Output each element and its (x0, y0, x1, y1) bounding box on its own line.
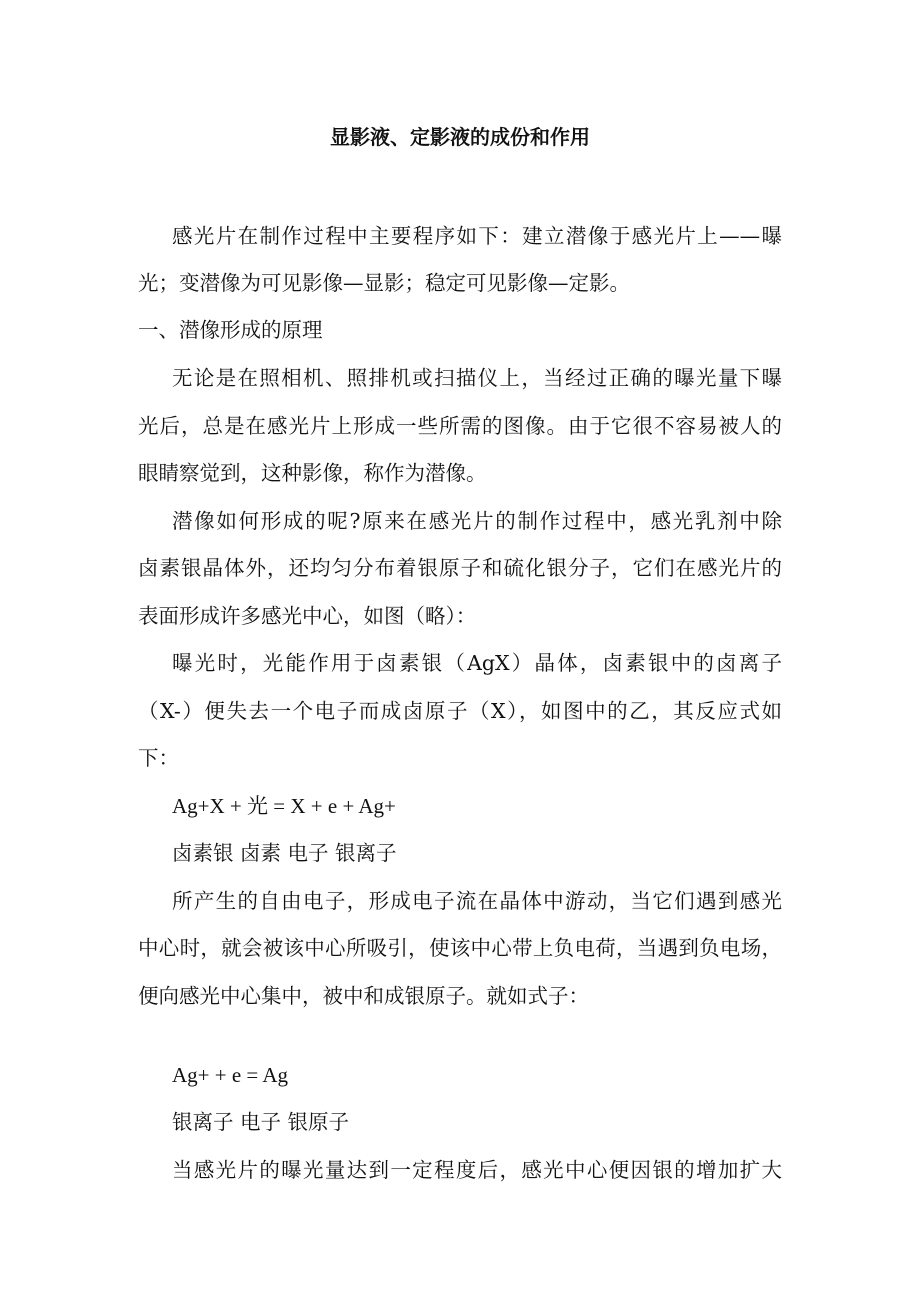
reaction-equation: Ag+ + e = Ag (172, 1063, 289, 1087)
paragraph-line: 便向感光中心集中，被中和成银原子。就如式子： (138, 984, 589, 1008)
paragraph-line: 卤素银晶体外，还均匀分布着银原子和硫化银分子，它们在感光片的 (138, 556, 782, 580)
reaction-equation: Ag+X + 光 = X + e + Ag+ (172, 794, 396, 818)
paragraph-line: 无论是在照相机、照排机或扫描仪上，当经过正确的曝光量下曝 (172, 366, 782, 390)
section-heading: 一、潜像形成的原理 (138, 318, 323, 342)
equation-labels: 卤素银 卤素 电子 银离子 (172, 841, 397, 865)
paragraph-line: （X-）便失去一个电子而成卤原子（X），如图中的乙，其反应式如 (138, 699, 782, 723)
paragraph-line: 光；变潜像为可见影像—显影；稳定可见影像—定影。 (138, 271, 630, 295)
paragraph-line: 曝光时，光能作用于卤素银（AgX）晶体，卤素银中的卤离子 (172, 651, 782, 675)
paragraph-line: 中心时，就会被该中心所吸引，使该中心带上负电荷，当遇到负电场， (138, 936, 782, 960)
paragraph-line: 潜像如何形成的呢?原来在感光片的制作过程中，感光乳剂中除 (172, 509, 782, 533)
paragraph-line: 所产生的自由电子，形成电子流在晶体中游动，当它们遇到感光 (172, 889, 782, 913)
paragraph-line: 表面形成许多感光中心，如图（略）： (138, 604, 477, 628)
paragraph-line: 感光片在制作过程中主要程序如下：建立潜像于感光片上——曝 (172, 224, 782, 248)
paragraph-line: 光后，总是在感光片上形成一些所需的图像。由于它很不容易被人的 (138, 414, 782, 438)
paragraph-line: 眼睛察觉到，这种影像，称作为潜像。 (138, 461, 487, 485)
paragraph-line: 当感光片的曝光量达到一定程度后，感光中心便因银的增加扩大 (172, 1158, 782, 1182)
equation-labels: 银离子 电子 银原子 (172, 1110, 350, 1134)
document-title: 显影液、定影液的成份和作用 (330, 125, 590, 149)
paragraph-line: 下： (138, 746, 179, 770)
